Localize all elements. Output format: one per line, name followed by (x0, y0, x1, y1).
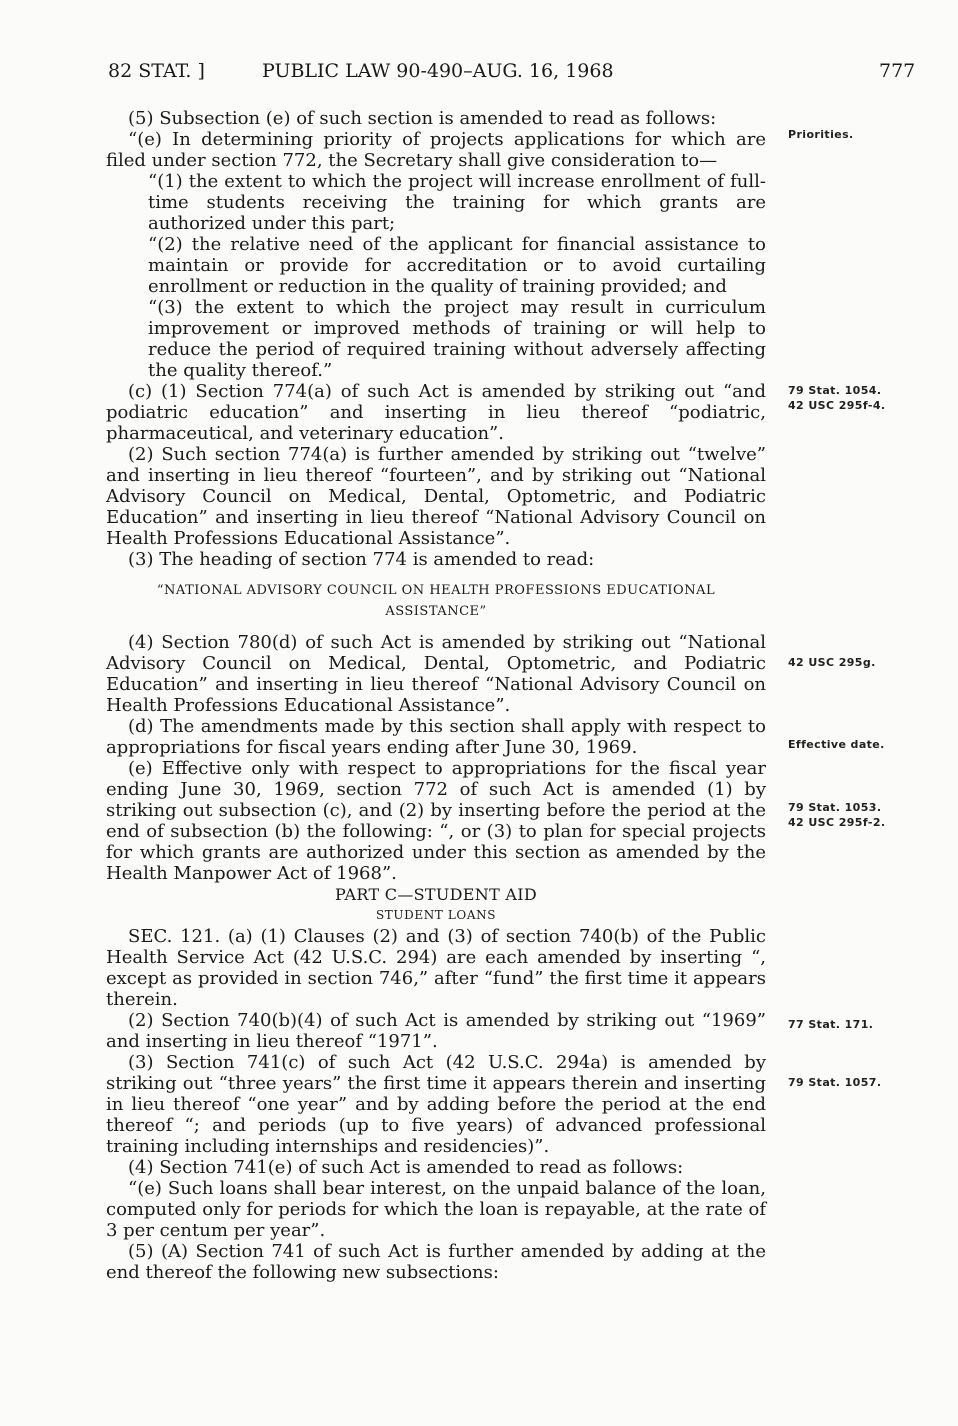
margin-note: Priorities. (788, 128, 854, 141)
stat-volume-header: 82 STAT. ] (108, 60, 205, 82)
paragraph: (c) (1) Section 774(a) of such Act is amended by striking out “and podiatric education” and inserting in lieu thereof “podiatric, pharmaceutical, and veterinary education”. (106, 381, 766, 444)
paragraph: “(1) the extent to which the project will increase enrollment of full-time students receiving the training for which grants are authorized under this part; (148, 171, 766, 234)
paragraph: (4) Section 780(d) of such Act is amended by striking out “National Advisory Council on Medical, Dental, Optometric, and Podiatric Education” and inserting in lieu thereof “National Advisory Council on Health Professions Educational Assistance”. (106, 632, 766, 716)
paragraph: (d) The amendments made by this section shall apply with respect to appropriations for fiscal years ending after June 30, 1969. (106, 716, 766, 758)
main-text-column (106, 108, 766, 1283)
paragraph: “(e) Such loans shall bear interest, on the unpaid balance of the loan, computed only for periods for which the loan is repayable, at the rate of 3 per centum per year”. (106, 1178, 766, 1241)
margin-note: 42 USC 295g. (788, 656, 876, 669)
margin-note: 79 Stat. 1053. (788, 801, 882, 814)
paragraph: (3) Section 741(c) of such Act (42 U.S.C. 294a) is amended by striking out “three years” the first time it appears therein and inserting in lieu thereof “one year” and by adding before the period at the end thereof “; and periods (up to five years) of advanced professional training including internships and residencies)”. (106, 1052, 766, 1157)
section-heading-quote: “NATIONAL ADVISORY COUNCIL ON HEALTH PROFESSIONS EDUCATIONAL ASSISTANCE” (156, 583, 716, 619)
margin-note: 42 USC 295f-4. (788, 399, 886, 412)
margin-note: 79 Stat. 1057. (788, 1076, 882, 1089)
part-heading: PART C—STUDENT AID (334, 885, 538, 904)
paragraph: (3) The heading of section 774 is amended to read: (128, 549, 595, 570)
paragraph: (2) Such section 774(a) is further amended by striking out “twelve” and inserting in lieu thereof “fourteen”, and by striking out “National Advisory Council on Medical, Dental, Optometric, and Podiatric Education” and inserting in lieu thereof “National Advisory Council on Health Professions Educational Assistance”. (106, 444, 766, 549)
public-law-header: PUBLIC LAW 90-490–AUG. 16, 1968 (262, 60, 614, 82)
paragraph: (e) Effective only with respect to appropriations for the fiscal year ending June 30, 1969, section 772 of such Act is amended (1) by striking out subsection (c), and (2) by inserting before the period at the end of subsection (b) the following: “, or (3) to plan for special projects for which grants are authorized under this section as amended by the Health Manpower Act of 1968”. (106, 758, 766, 884)
margin-note: 77 Stat. 171. (788, 1018, 874, 1031)
paragraph: (5) (A) Section 741 of such Act is further amended by adding at the end thereof the following new subsections: (106, 1241, 766, 1283)
paragraph: SEC. 121. (a) (1) Clauses (2) and (3) of section 740(b) of the Public Health Service Act (42 U.S.C. 294) are each amended by inserting “, except as provided in section 746,” after “fund” the first time it appears therein. (106, 926, 766, 1010)
paragraph: “(3) the extent to which the project may result in curriculum improvement or improved methods of training or will help to reduce the period of required training without adversely affecting the quality thereof.” (148, 297, 766, 381)
paragraph: (4) Section 741(e) of such Act is amended to read as follows: (128, 1157, 684, 1178)
paragraph: (5) Subsection (e) of such section is amended to read as follows: (128, 108, 717, 129)
margin-note: 42 USC 295f-2. (788, 816, 886, 829)
subheading: STUDENT LOANS (375, 908, 497, 922)
paragraph: “(e) In determining priority of projects applications for which are filed under section 772, the Secretary shall give consideration to— (106, 129, 766, 171)
page-number: 777 (879, 60, 916, 82)
margin-note: 79 Stat. 1054. (788, 384, 882, 397)
paragraph: (2) Section 740(b)(4) of such Act is amended by striking out “1969” and inserting in lieu thereof “1971”. (106, 1010, 766, 1052)
paragraph: “(2) the relative need of the applicant for financial assistance to maintain or provide for accreditation or to avoid curtailing enrollment or reduction in the quality of training provided; and (148, 234, 766, 297)
margin-note: Effective date. (788, 738, 885, 751)
